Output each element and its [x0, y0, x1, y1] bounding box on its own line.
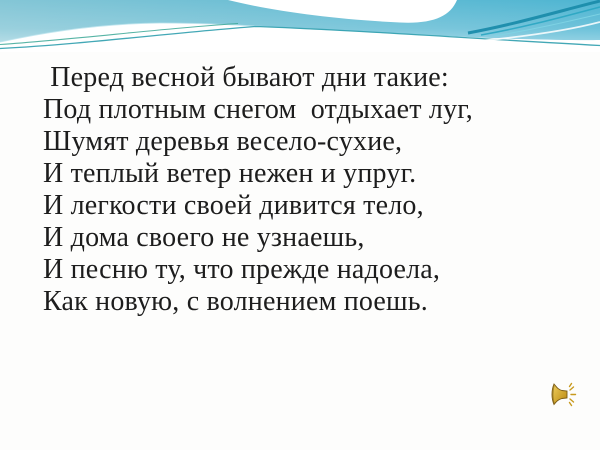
poem-line: Перед весной бывают дни такие: — [43, 62, 449, 93]
poem-line: Шумят деревья весело-сухие, — [43, 126, 403, 157]
audio-speaker-button[interactable] — [548, 381, 580, 409]
poem-line: Как новую, с волнением поешь. — [43, 286, 428, 317]
wave-decoration — [0, 0, 600, 52]
poem-line: Под плотным снегом отдыхает луг, — [43, 94, 473, 125]
poem-text-block — [43, 62, 580, 318]
poem-line: И дома своего не узнаешь, — [43, 222, 365, 253]
poem-line: И теплый ветер нежен и упруг. — [43, 158, 417, 189]
poem-line: И легкости своей дивится тело, — [43, 190, 424, 221]
speaker-sound-rays — [570, 384, 576, 406]
speaker-icon — [548, 381, 580, 409]
poem-line: И песню ту, что прежде надоела, — [43, 254, 441, 285]
speaker-horn — [552, 384, 567, 405]
